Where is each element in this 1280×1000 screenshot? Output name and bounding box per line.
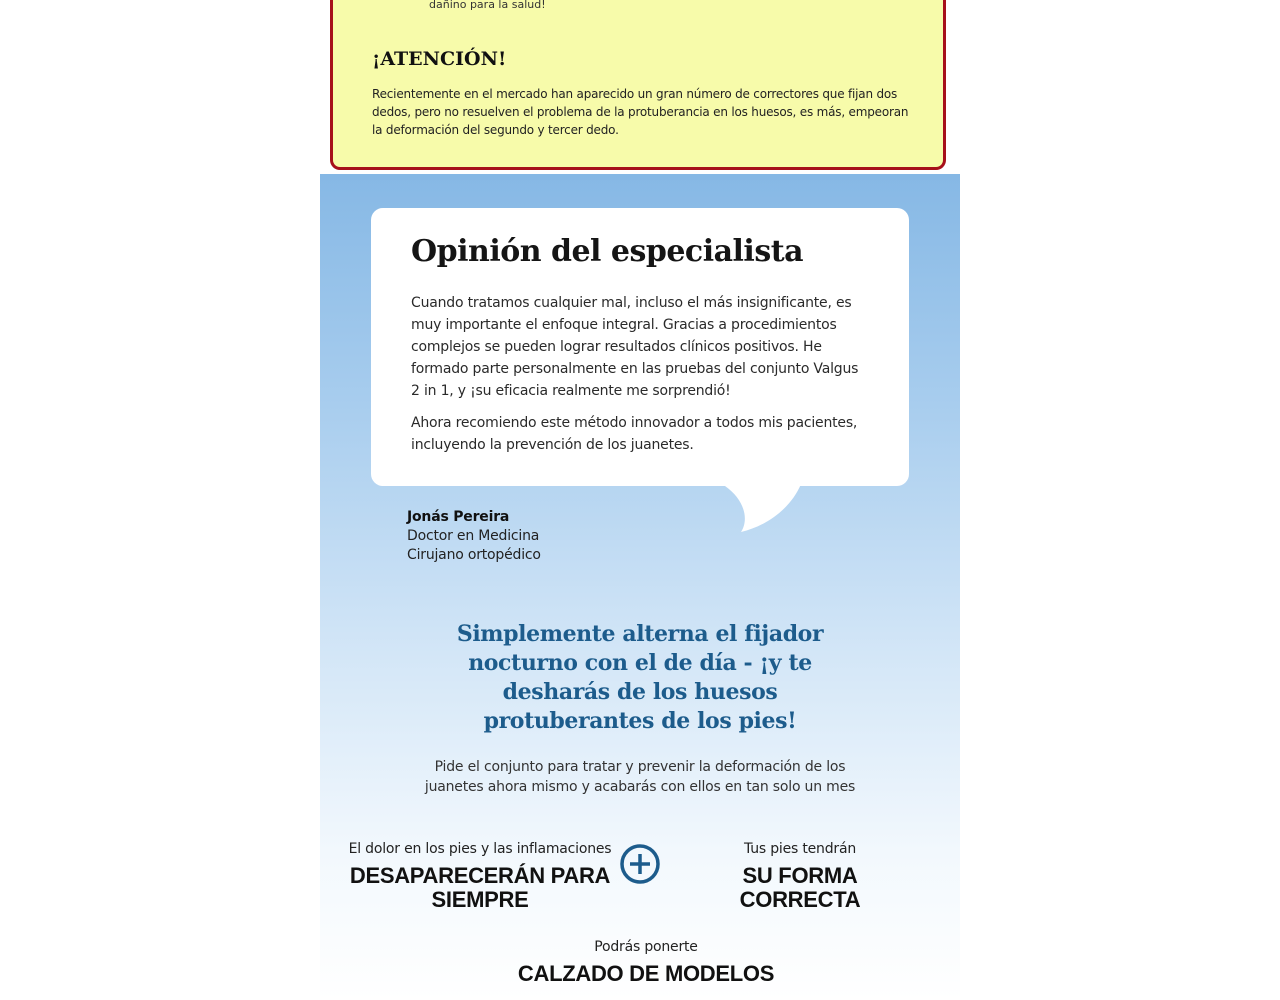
- benefit-shoes-caption: Podrás ponerte: [594, 939, 698, 955]
- benefit-pain: [340, 840, 620, 912]
- benefit-pain-caption: El dolor en los pies y las inflamaciones: [348, 841, 612, 857]
- promo-subtext: Pide el conjunto para tratar y prevenir la deformación de los juanetes ahora mismo y acabarás con ellos en tan solo un mes: [424, 759, 856, 795]
- plus-circle-icon: [619, 843, 661, 885]
- doctor-signature: [407, 508, 541, 565]
- attention-title: ¡ATENCIÓN!: [372, 48, 507, 70]
- benefit-shape-title: SU FORMA CORRECTA: [739, 863, 861, 912]
- opinion-paragraph-2: Ahora recomiendo este método innovador a todos mis pacientes, incluyendo la prevención de los juanetes.: [411, 415, 858, 453]
- specialist-opinion-card: [371, 208, 909, 486]
- attention-box: [330, 0, 946, 170]
- speech-bubble-tail: [705, 484, 805, 534]
- benefit-shoes: [500, 938, 792, 986]
- benefit-shoes-title: CALZADO DE MODELOS: [517, 961, 775, 986]
- promo-headline: Simplemente alterna el fijador nocturno con el de día - ¡y te desharás de los huesos protuberantes de los pies!: [456, 621, 824, 734]
- doctor-specialty: Cirujano ortopédico: [407, 547, 541, 563]
- opinion-paragraph-1: Cuando tratamos cualquier mal, incluso el más insignificante, es muy importante el enfoque integral. Gracias a procedimientos complejos se pueden lograr resultados clínicos positivos. He formado parte personalmente en las pruebas del conjunto Valgus 2 in 1, y ¡su eficacia realmente me sorprendió!: [411, 295, 859, 399]
- attention-previous-text: dañino para la salud!: [429, 0, 546, 11]
- attention-text: Recientemente en el mercado han aparecido un gran número de correctores que fijan dos dedos, pero no resuelven el problema de la protuberancia en los huesos, es más, empeoran la deformación del segundo y tercer dedo.: [372, 87, 909, 137]
- benefit-shape: [680, 840, 920, 912]
- doctor-name: Jonás Pereira: [407, 509, 510, 525]
- benefit-shape-caption: Tus pies tendrán: [743, 841, 857, 857]
- doctor-title: Doctor en Medicina: [407, 528, 540, 544]
- opinion-title: Opinión del especialista: [411, 234, 804, 269]
- benefit-pain-title: DESAPARECERÁN PARA SIEMPRE: [349, 863, 611, 912]
